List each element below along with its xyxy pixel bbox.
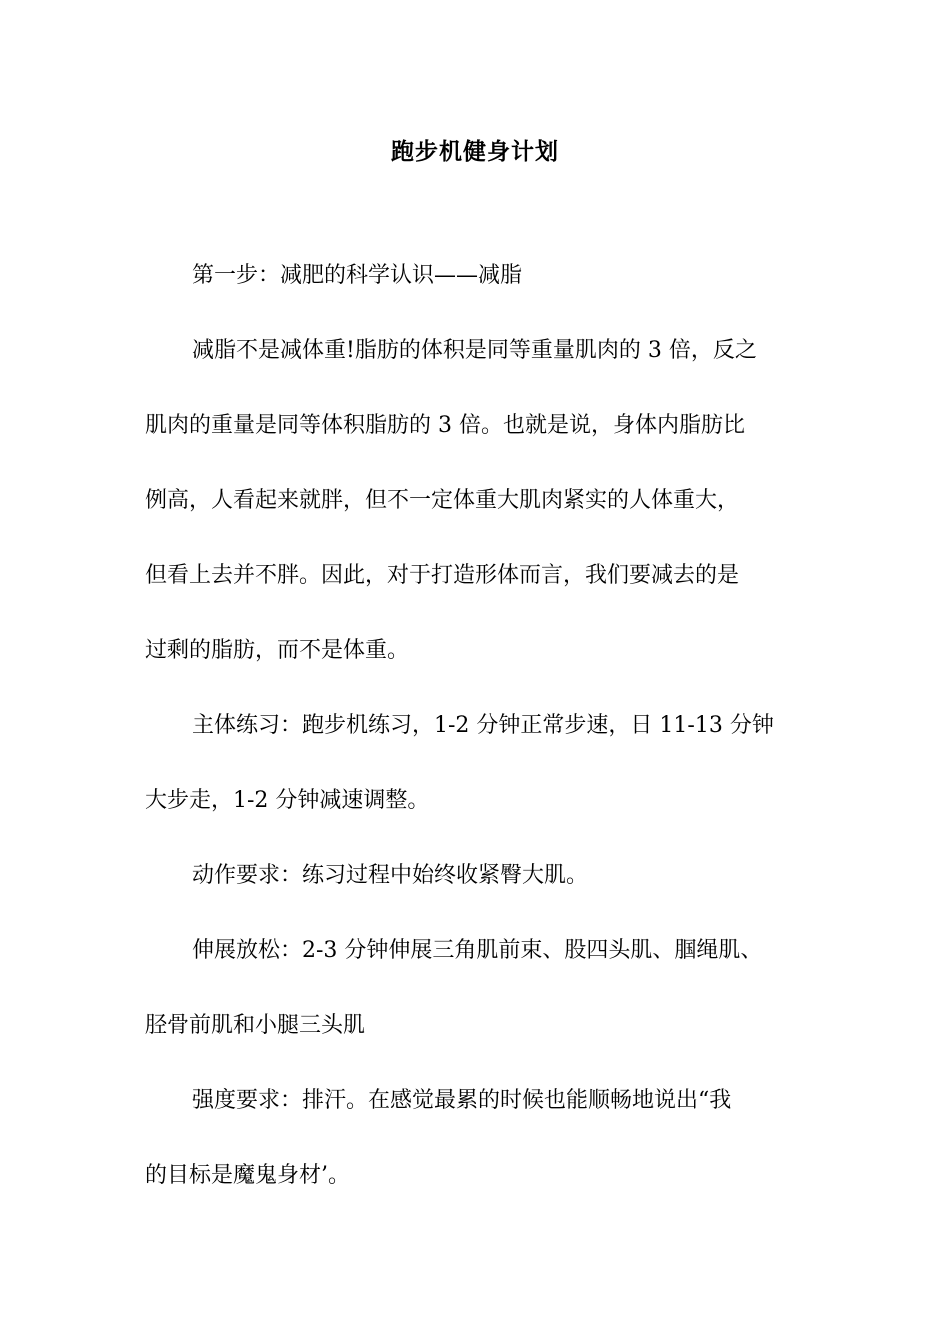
body-line: 过剩的脂肪，而不是体重。 xyxy=(145,638,410,663)
body-line: 但看上去并不胖。因此，对于打造形体而言，我们要减去的是 xyxy=(145,563,740,588)
body-line: 大步走，1-2 分钟减速调整。 xyxy=(145,788,430,813)
body-line: 伸展放松：2-3 分钟伸展三角肌前束、股四头肌、腘绳肌、 xyxy=(192,938,763,963)
body-line: 第一步：减肥的科学认识——减脂 xyxy=(192,263,523,288)
body-line: 肌肉的重量是同等体积脂肪的 3 倍。也就是说，身体内脂肪比 xyxy=(145,413,745,438)
body-line: 动作要求：练习过程中始终收紧臀大肌。 xyxy=(192,863,589,888)
body-line: 减脂不是减体重!脂肪的体积是同等重量肌肉的 3 倍，反之 xyxy=(192,338,757,363)
body-line: 胫骨前肌和小腿三头肌 xyxy=(145,1013,366,1038)
document-title: 跑步机健身计划 xyxy=(391,139,559,165)
document-body xyxy=(145,238,810,1213)
body-line: 例高，人看起来就胖，但不一定体重大肌肉紧实的人体重大， xyxy=(145,488,740,513)
body-line: 强度要求：排汗。在感觉最累的时候也能顺畅地说出“我 xyxy=(192,1088,732,1113)
body-line: 的目标是魔鬼身材’。 xyxy=(145,1163,350,1188)
body-line: 主体练习：跑步机练习，1-2 分钟正常步速，日 11-13 分钟 xyxy=(192,713,774,738)
